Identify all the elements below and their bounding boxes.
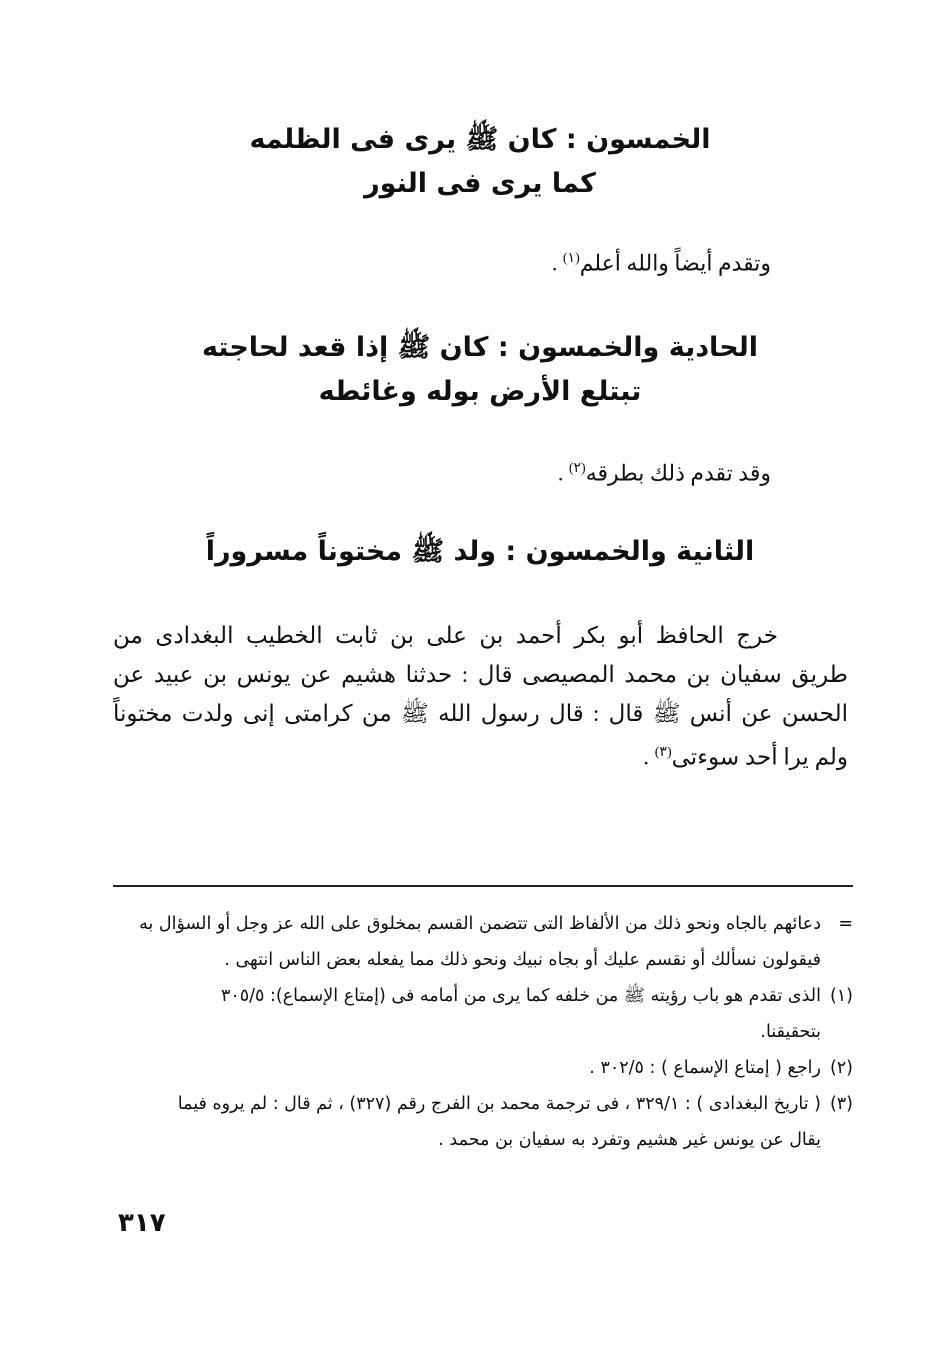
footnote-line: الذى تقدم هو باب رؤيته ﷺ من خلفه كما يرى من أمامه فى (إمتاع الإسماع): ٣٠٥/٥ [220, 986, 821, 1006]
footnote-ref: (١) [562, 251, 580, 266]
section-heading-51 [120, 326, 840, 414]
footnote-marker: (١) [829, 986, 853, 1006]
footnote-marker: (٣) [829, 1094, 853, 1114]
footnote-ref: (٢) [568, 461, 586, 476]
footnote-marker: (٢) [829, 1058, 853, 1078]
heading-line: كما يرى فى النور [364, 168, 596, 199]
paragraph-text: ولم يرا أحد سوءتى [671, 744, 848, 770]
heading-line: الثانية والخمسون : ولد ﷺ مختوناً مسروراً [205, 536, 755, 567]
main-paragraph [113, 616, 848, 777]
footnote-1 [113, 978, 853, 1050]
footnote-line: فيقولون نسألك أو نقسم عليك أو بجاه نبيك ونحو ذلك مما يفعله بعض الناس انتهى . [224, 950, 821, 970]
footnote-2 [113, 1050, 853, 1086]
paragraph-line: خرج الحافظ أبو بكر أحمد بن على بن ثابت الخطيب البغدادى من [113, 623, 778, 648]
footnote-line: ( تاريخ البغدادى ) : ٣٢٩/١ ، فى ترجمة محمد بن الفرج رقم (٣٢٧) ، ثم قال : لم يروه فيما [177, 1094, 821, 1114]
footnote-line: يقال عن يونس غير هشيم وتفرد به سفيان بن محمد . [438, 1130, 821, 1150]
heading-line: تبتلع الأرض بوله وغائطه [318, 376, 642, 407]
heading-line: الحادية والخمسون : كان ﷺ إذا قعد لحاجته [201, 332, 759, 363]
footnote-divider [113, 885, 853, 887]
paragraph-line [113, 733, 848, 777]
cross-reference-note [558, 460, 771, 486]
paragraph-line: الحسن عن أنس ﷺ قال : قال رسول الله ﷺ من كرامتى إنى ولدت مختوناً [113, 701, 848, 726]
footnote-line: راجع ( إمتاع الإسماع ) : ٣٠٢/٥ . [589, 1058, 821, 1078]
note-end: . [557, 460, 569, 486]
cross-reference-note [552, 250, 771, 276]
section-heading-52 [120, 530, 840, 574]
footnote-line: دعائهم بالجاه ونحو ذلك من الألفاظ التى تتضمن القسم بمخلوق على الله عز وجل أو السؤال به [139, 914, 821, 934]
footnotes [113, 906, 853, 1158]
footnote-marker: = [838, 914, 853, 934]
paragraph-line: طريق سفيان بن محمد المصيصى قال : حدثنا هشيم عن يونس بن عبيد عن [113, 662, 848, 687]
section-heading-50 [120, 118, 840, 206]
footnote-3 [113, 1086, 853, 1158]
paragraph-end: . [643, 744, 655, 770]
note-text: وقد تقدم ذلك بطرقه [585, 460, 771, 486]
page-number: ٣١٧ [118, 1208, 166, 1238]
footnote-ref: (٣) [654, 745, 672, 760]
footnote-line: بتحقيقنا. [760, 1022, 821, 1042]
footnote-continuation [113, 906, 853, 978]
note-end: . [551, 250, 563, 276]
note-text: وتقدم أيضاً والله أعلم [579, 250, 771, 276]
heading-line: الخمسون : كان ﷺ يرى فى الظلمه [249, 124, 711, 155]
